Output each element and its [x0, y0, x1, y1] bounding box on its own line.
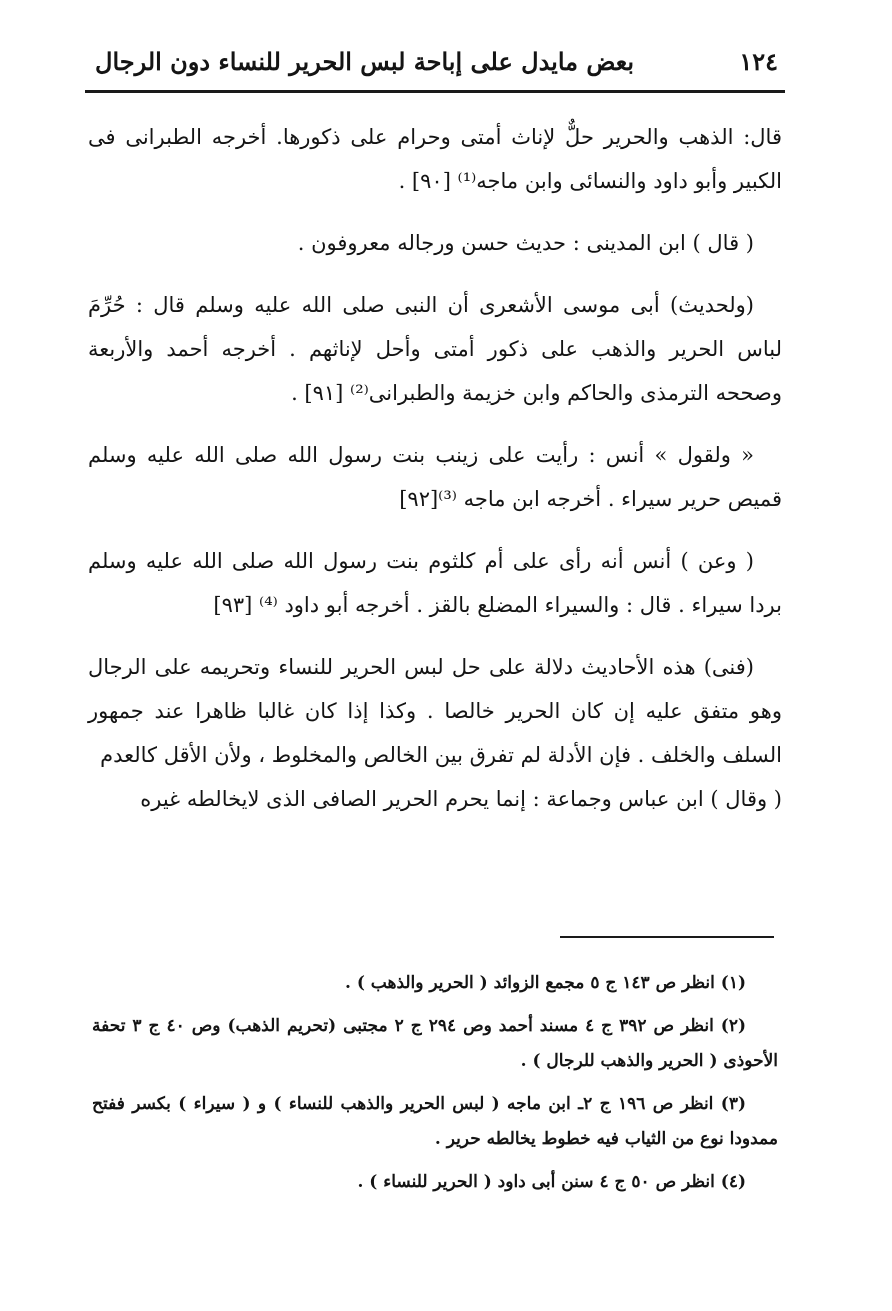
paragraph-3: (ولحديث) أبى موسى الأشعرى أن النبى صلى الله عليه وسلم قال : حُرِّمَ لباس الحرير والذهب على ذكور أمتى وأحل لإناثهم . أخرجه أحمد والأربعة وصححه الترمذى والحاكم وابن خزيمة والطبرانى⁽²⁾ [٩١] . — [88, 293, 782, 405]
paragraph-2: ( قال ) ابن المدينى : حديث حسن ورجاله معروفون . — [297, 231, 754, 255]
running-header — [95, 40, 778, 82]
body-text — [88, 115, 782, 821]
paragraph-6: (فنى) هذه الأحاديث دلالة على حل لبس الحرير للنساء وتحريمه على الرجال وهو متفق عليه إن كان الحرير خالصا . وكذا إذا كان غالبا ظاهرا عند جمهور السلف والخلف . فإن الأدلة لم تفرق بين الخالص والمخلوط ، ولأن الأقل كالعدم — [88, 655, 782, 767]
paragraph-5: ( وعن ) أنس أنه رأى على أم كلثوم بنت رسول الله صلى الله عليه وسلم بردا سيراء . قال : والسيراء المضلع بالقز . أخرجه أبو داود ⁽⁴⁾ [٩٣] — [88, 549, 782, 617]
footnote-2: (٢) انظر ص ٣٩٢ ج ٤ مسند أحمد وص ٢٩٤ ج ٢ مجتبى (تحريم الذهب) وص ٤٠ ج ٣ تحفة الأحوذى ( الحرير والذهب للرجال ) . — [92, 1016, 778, 1071]
header-rule — [85, 90, 785, 93]
paragraph-7: ( وقال ) ابن عباس وجماعة : إنما يحرم الحرير الصافى الذى لايخالطه غيره — [140, 787, 782, 811]
footnote-separator — [560, 936, 774, 938]
paragraph-1: قال: الذهب والحرير حلٌّ لإناث أمتى وحرام على ذكورها. أخرجه الطبرانى فى الكبير وأبو داود والنسائى وابن ماجه⁽¹⁾ [٩٠] . — [88, 125, 782, 193]
footnote-1: (١) انظر ص ١٤٣ ج ٥ مجمع الزوائد ( الحرير والذهب ) . — [344, 973, 746, 993]
running-title: بعض مايدل على إباحة لبس الحرير للنساء دون الرجال — [95, 46, 635, 76]
footnote-3: (٣) انظر ص ١٩٦ ج ٢ـ ابن ماجه ( لبس الحرير والذهب للنساء ) و ( سيراء ) بكسر ففتح ممدودا نوع من الثياب فيه خطوط يخالطه حرير . — [92, 1094, 778, 1149]
paragraph-4: « ولقول » أنس : رأيت على زينب بنت رسول الله صلى الله عليه وسلم قميص حرير سيراء . أخرجه ابن ماجه ⁽³⁾[٩٢] — [88, 443, 782, 511]
footnotes — [92, 966, 778, 1208]
footnote-4: (٤) انظر ص ٥٠ ج ٤ سنن أبى داود ( الحرير للنساء ) . — [357, 1172, 746, 1192]
page-number: ١٢٤ — [739, 46, 778, 76]
